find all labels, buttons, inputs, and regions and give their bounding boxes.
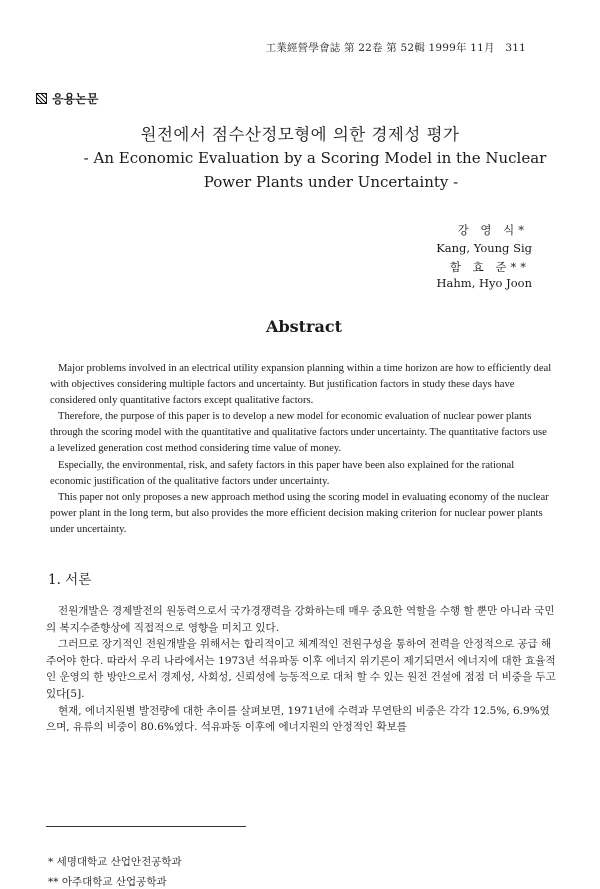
author2-korean: 함 효 준** [449,260,530,274]
author1-english: Kang, Young Sig [436,241,532,255]
abstract-body [50,361,552,538]
page-number: 311 [505,42,526,54]
section-tag [36,90,98,107]
author1-korean: 강 영 식* [457,223,528,237]
body-paragraph: 전원개발은 경제발전의 원동력으로서 국가경쟁력을 강화하는데 매우 중요한 역할을 수행 할 뿐만 아니라 국민의 복지수준향상에 직접적으로 영향을 미치고 있다. [46,605,555,634]
author2-english: Hahm, Hyo Joon [436,276,532,290]
abstract-paragraph: Especially, the environmental, risk, and safety factors in this paper have been also explained for the rational economic justification of the qualitative factors under uncertainty. [50,459,515,487]
section-tag-label: 응용논문 [52,92,99,106]
footnote-2: ** 아주대학교 산업공학과 [48,876,167,888]
body-paragraph: 현재, 에너지원별 발전량에 대한 추이를 살펴보면, 1971년에 수력과 무연탄의 비중은 각각 12.5%, 6.9%였으며, 유류의 비중이 80.6%였다. 석유파동 이후에 에너지원의 안정적인 확보를 [46,704,550,734]
abstract-paragraph: Major problems involved in an electrical utility expansion planning within a time horizon are how to efficiently deal with objectives considering multiple factors and uncertainty. But justification factors in study these days have considered only quantitative factors except qualitative factors. [50,363,552,407]
journal-header [266,40,526,55]
abstract-heading: Abstract [266,317,342,336]
body-paragraph: 그러므로 장기적인 전원개발을 위해서는 합리적이고 체계적인 전원구성을 통하여 전력을 안정적으로 공급 해 주어야 한다. 따라서 우리 나라에서는 1973년 석유파동 이후 에너지 위기론이 제기되면서 에너지에 대한 효율적인 운영의 한 방안으로서 경제성, 사회성, 신뢰성에 능동적으로 대처 할 수 있는 원전 건설에 점점 더 비중을 두고 있다[5]. [46,638,556,700]
title-english-line2: Power Plants under Uncertainty - [203,173,459,191]
footnote-divider [46,826,246,827]
footnote-1: * 세명대학교 산업안전공학과 [48,856,182,868]
title-korean: 원전에서 점수산정모형에 의한 경제성 평가 [140,125,460,144]
section-body [46,603,558,736]
hatched-square-icon [36,93,47,104]
section-heading: 1. 서론 [48,572,92,588]
abstract-paragraph: Therefore, the purpose of this paper is to develop a new model for economic evaluation of nuclear power plants through the scoring model with the quantitative and qualitative factors under uncertainty. The quantitative factors use a levelized generation cost method considering time value of money. [50,411,547,455]
abstract-paragraph: This paper not only proposes a new approach method using the scoring model in evaluating economy of the nuclear power plant in the long term, but also provides the more efficient decision making criterion for nuclear power plants under uncertainty. [50,491,549,535]
title-english-line1: - An Economic Evaluation by a Scoring Model in the Nuclear [83,149,547,167]
journal-info: 工業經營學會誌 第 22卷 第 52輯 1999年 11月 [265,42,495,54]
